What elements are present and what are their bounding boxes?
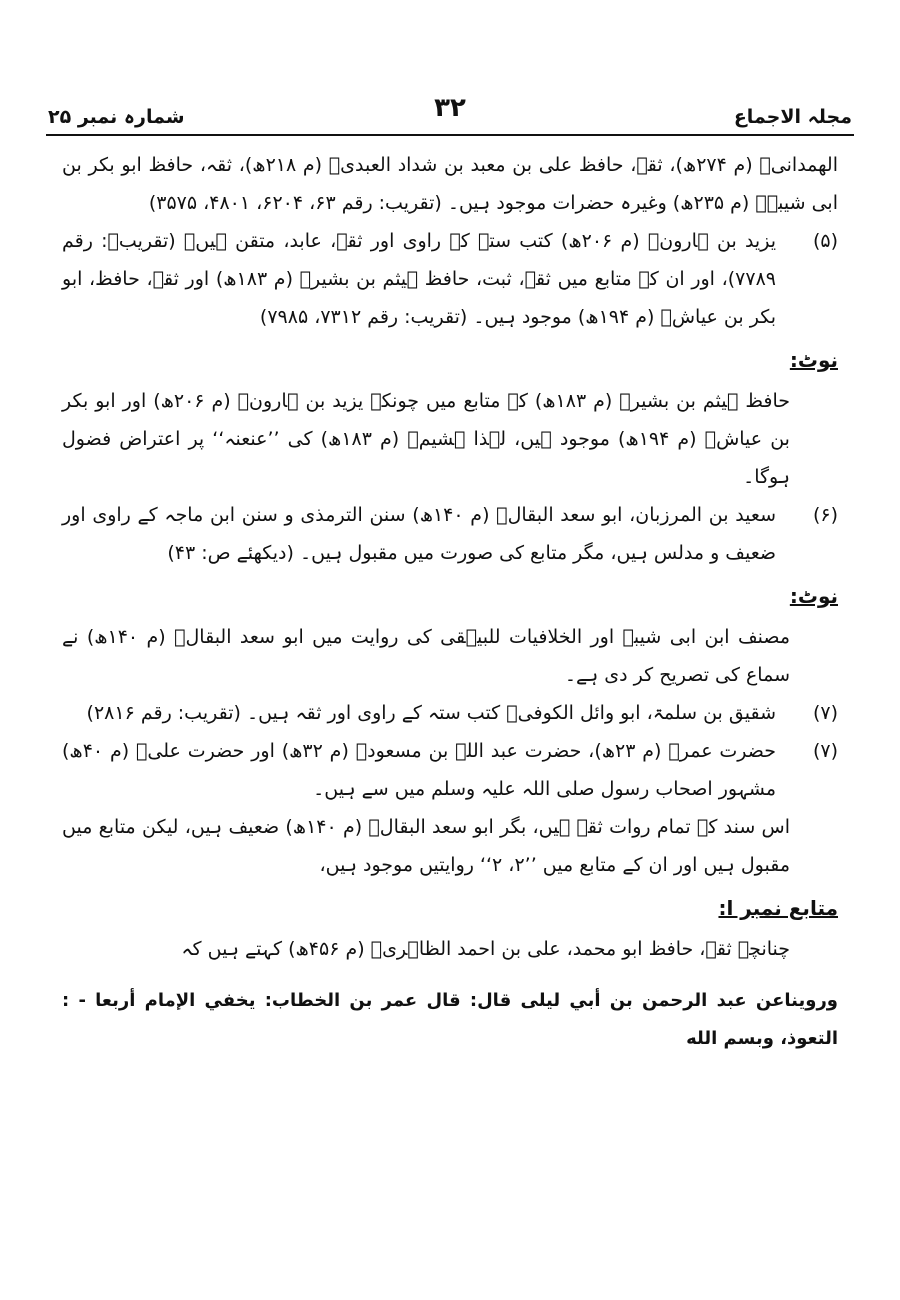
journal-title: مجلہ الاجماع [733, 106, 852, 128]
header-divider [46, 134, 854, 136]
numbered-item-6 [62, 496, 838, 572]
page-header [48, 92, 852, 132]
page-body [62, 146, 838, 1058]
arabic-quote: ورويناعن عبد الرحمن بن أبي ليلى قال: قال عمر بن الخطاب: يخفي الإمام أربعا - : التعوذ، وبسم الله [62, 990, 838, 1049]
conclusion-paragraph: اس سند کے تمام روات ثقہ ہیں، بگر ابو سعد البقالؒ (م ۱۴۰ھ) ضعیف ہیں، لیکن متابع میں مقبول ہیں اور ان کے متابع میں ’’۲، ۲‘‘ روایتیں موجود ہیں، [62, 816, 790, 876]
page-number: ۳۲ [434, 93, 466, 123]
numbered-item-7b [62, 732, 838, 808]
item-number: (۶) [812, 504, 838, 526]
numbered-item-5 [62, 222, 838, 336]
note-text: مصنف ابن ابی شیبۃ اور الخلافیات للبیہقی کی روایت میں ابو سعد البقالؒ (م ۱۴۰ھ) نے سماع کی تصریح کر دی ہے۔ [62, 626, 790, 686]
item-text: سعید بن المرزبان، ابو سعد البقالؒ (م ۱۴۰ھ) سنن الترمذی و سنن ابن ماجہ کے راوی اور ضعیف و مدلس ہیں، مگر متابع کی صورت میں مقبول ہیں۔ (دیکھئے ص: ۴۳) [62, 504, 776, 564]
note-heading: نوٹ: [789, 584, 838, 608]
item-number: (۷) [812, 702, 838, 724]
item-text: یزید بن ہارونؒ (م ۲۰۶ھ) کتب ستہ کے راوی اور ثقہ، عابد، متقن ہیں۔ (تقریبؒ: رقم ۷۷۸۹)، اور ان کے متابع میں ثقہ، ثبت، حافظ ہیثم بن بشیرؒ (م ۱۸۳ھ) اور ثقہ، حافظ، ابو بکر بن عیاشؒ (م ۱۹۴ھ) موجود ہیں۔ (تقریب: رقم ۷۳۱۲، ۷۹۸۵) [62, 230, 776, 328]
mutabi-heading: متابع نمبر ا: [718, 896, 838, 920]
item-text: حضرت عمرؓ (م ۲۳ھ)، حضرت عبد اللہ بن مسعودؓ (م ۳۲ھ) اور حضرت علیؓ (م ۴۰ھ) مشہور اصحاب رسول صلی اللہ علیہ وسلم میں سے ہیں۔ [62, 740, 776, 800]
item-number: (۵) [812, 230, 838, 252]
note-heading: نوٹ: [789, 348, 838, 372]
issue-number: شمارہ نمبر ۲۵ [48, 106, 185, 128]
numbered-item-7a [62, 694, 838, 732]
paragraph-continuation: الھمدانیؒ (م ۲۷۴ھ)، ثقہ، حافظ علی بن معبد بن شداد العبدیؒ (م ۲۱۸ھ)، ثقہ، حافظ ابو بکر بن ابی شیبہؒ (م ۲۳۵ھ) وغیرہ حضرات موجود ہیں۔ (تقریب: رقم ۶۳، ۶۲۰۴، ۴۸۰۱، ۳۵۷۵) [62, 154, 838, 214]
mutabi-intro: چنانچہ ثقہ، حافظ ابو محمد، علی بن احمد الظاہریؒ (م ۴۵۶ھ) کہتے ہیں کہ [181, 938, 790, 960]
note-text: حافظ ہیثم بن بشیرؒ (م ۱۸۳ھ) کے متابع میں چونکہ یزید بن ہارونؒ (م ۲۰۶ھ) اور ابو بکر بن عیاشؒ (م ۱۹۴ھ) موجود ہیں، لہذا ہشیمؒ (م ۱۸۳ھ) کی ’’عنعنہ‘‘ پر اعتراض فضول ہوگا۔ [62, 390, 790, 488]
item-number: (۷) [812, 740, 838, 762]
item-text: شقیق بن سلمۃ، ابو وائل الکوفیؒ کتب ستہ کے راوی اور ثقہ ہیں۔ (تقریب: رقم ۲۸۱۶) [86, 702, 776, 724]
spacer [62, 968, 838, 982]
